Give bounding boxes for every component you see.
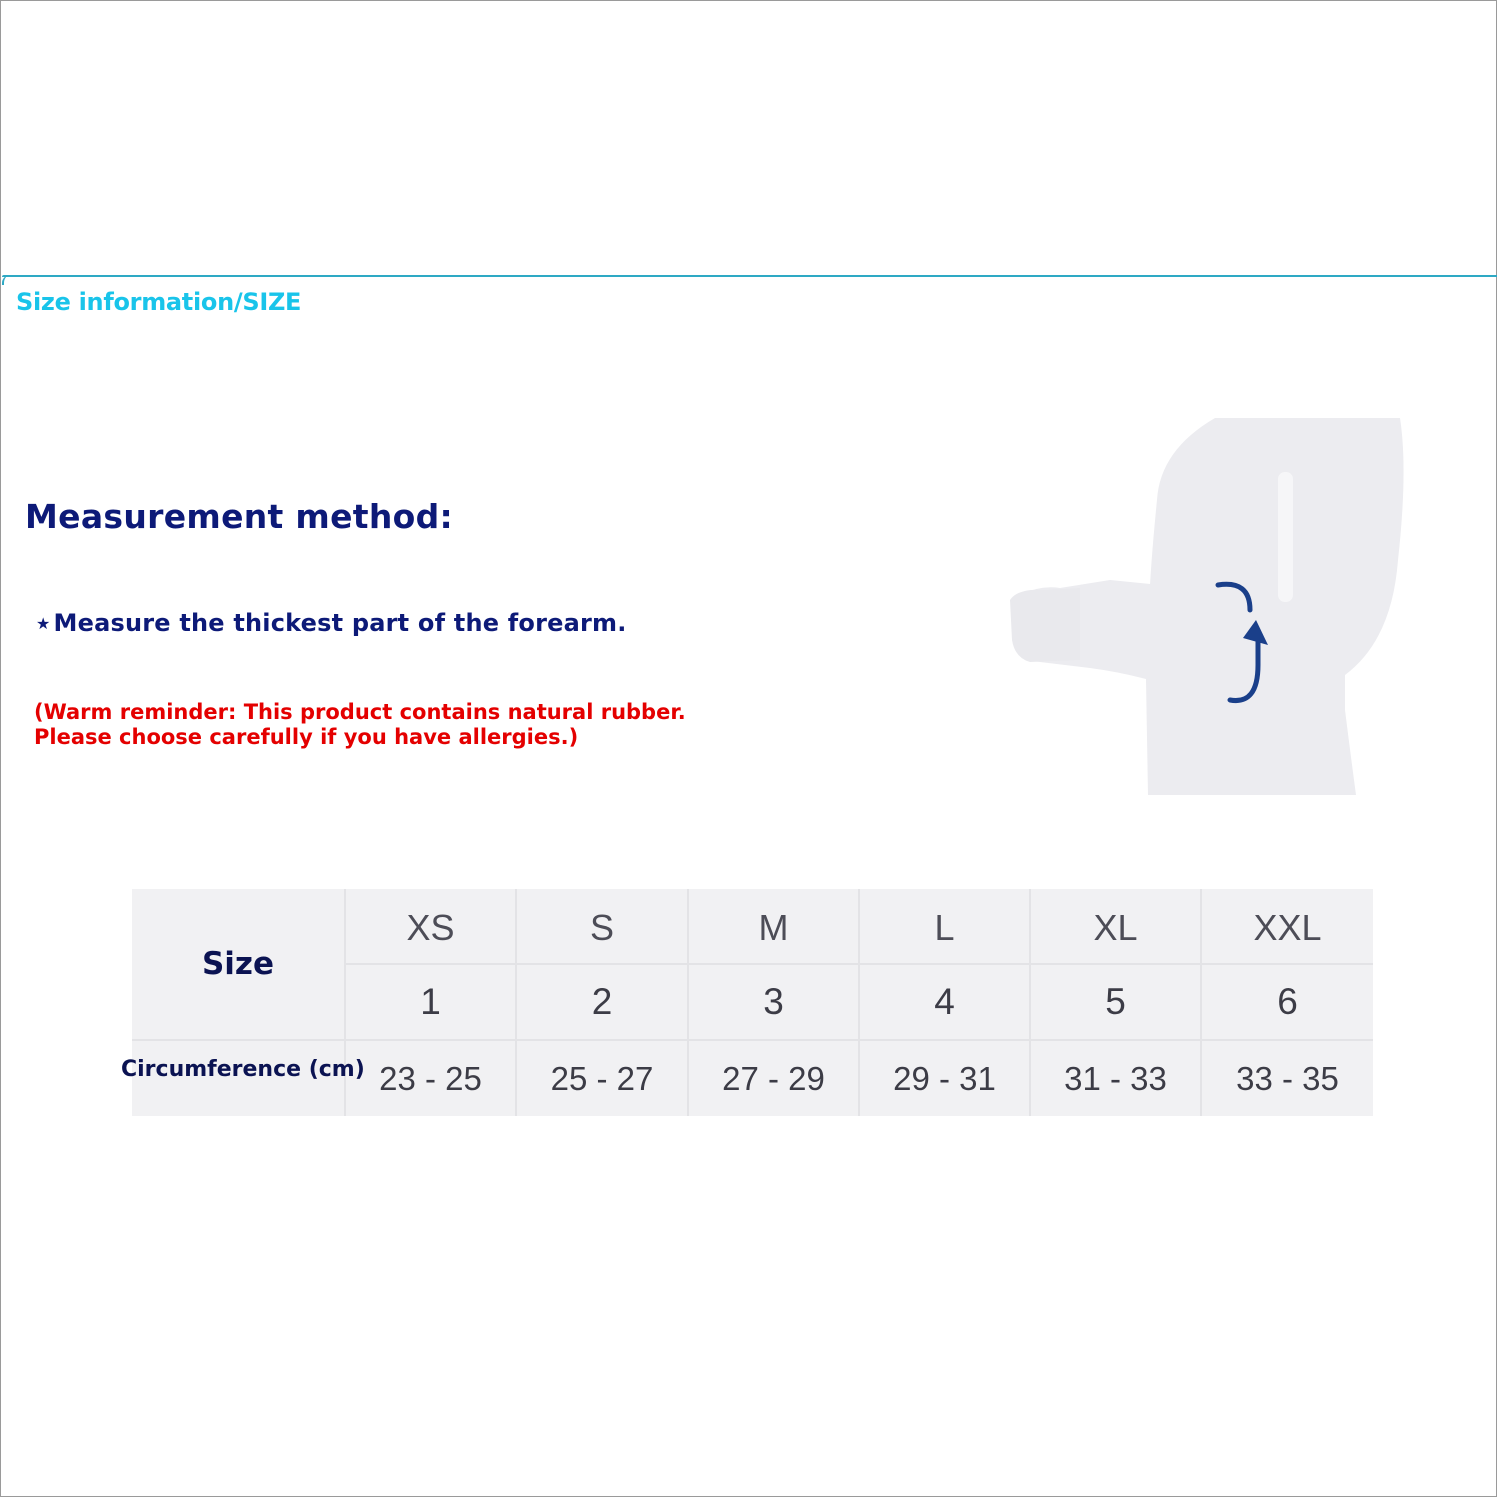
- table-cell: [689, 889, 858, 967]
- circumference-range: 29 - 31: [893, 1059, 996, 1097]
- reminder-line-2: Please choose carefully if you have allergies.): [34, 725, 579, 749]
- table-cell: [1202, 889, 1373, 967]
- table-cell: [346, 889, 515, 967]
- table-cell: [346, 965, 515, 1039]
- table-cell: [689, 965, 858, 1039]
- table-cell: [860, 1041, 1029, 1116]
- size-number: 5: [1105, 981, 1126, 1022]
- table-cell: [1202, 1041, 1373, 1116]
- section-divider: [2, 275, 1497, 277]
- section-title: Size information/SIZE: [16, 288, 302, 316]
- size-header-cell: [132, 889, 344, 1039]
- circumference-range: 31 - 33: [1064, 1059, 1167, 1097]
- instruction-text: Measure the thickest part of the forearm.: [53, 609, 627, 637]
- allergy-reminder: [34, 700, 686, 750]
- size-letter: XL: [1093, 907, 1138, 948]
- size-number: 1: [420, 981, 441, 1022]
- size-number: 2: [591, 981, 613, 1022]
- star-icon: ★: [36, 614, 51, 633]
- table-cell: [517, 1041, 687, 1116]
- size-header: Size: [201, 946, 275, 982]
- size-letter: XS: [406, 907, 455, 948]
- table-cell: [860, 965, 1029, 1039]
- circumference-range: 23 - 25: [379, 1059, 482, 1097]
- size-letter: M: [758, 907, 789, 948]
- size-number: 6: [1277, 981, 1298, 1022]
- table-cell: [860, 889, 1029, 967]
- reminder-line-1: (Warm reminder: This product contains natural rubber.: [34, 700, 686, 724]
- table-cell: [689, 1041, 858, 1116]
- table-cell: [1031, 965, 1200, 1039]
- table-cell: [1031, 889, 1200, 967]
- size-letter: L: [934, 907, 955, 948]
- table-cell: [346, 1041, 515, 1116]
- table-cell: [1031, 1041, 1200, 1116]
- table-cell: [1202, 965, 1373, 1039]
- measurement-instruction: [36, 609, 627, 637]
- table-cell: [517, 965, 687, 1039]
- circumference-header: Circumference (cm): [121, 1057, 365, 1082]
- arm-measurement-icon: [1000, 410, 1420, 810]
- table-cell: [517, 889, 687, 967]
- circumference-range: 27 - 29: [722, 1059, 825, 1097]
- circumference-range: 33 - 35: [1236, 1059, 1339, 1097]
- size-letter: S: [589, 907, 614, 948]
- size-number: 4: [934, 981, 955, 1022]
- measurement-method-title: Measurement method:: [25, 497, 454, 536]
- size-number: 3: [763, 981, 784, 1022]
- circumference-range: 25 - 27: [550, 1059, 654, 1097]
- size-letter: XXL: [1253, 907, 1322, 948]
